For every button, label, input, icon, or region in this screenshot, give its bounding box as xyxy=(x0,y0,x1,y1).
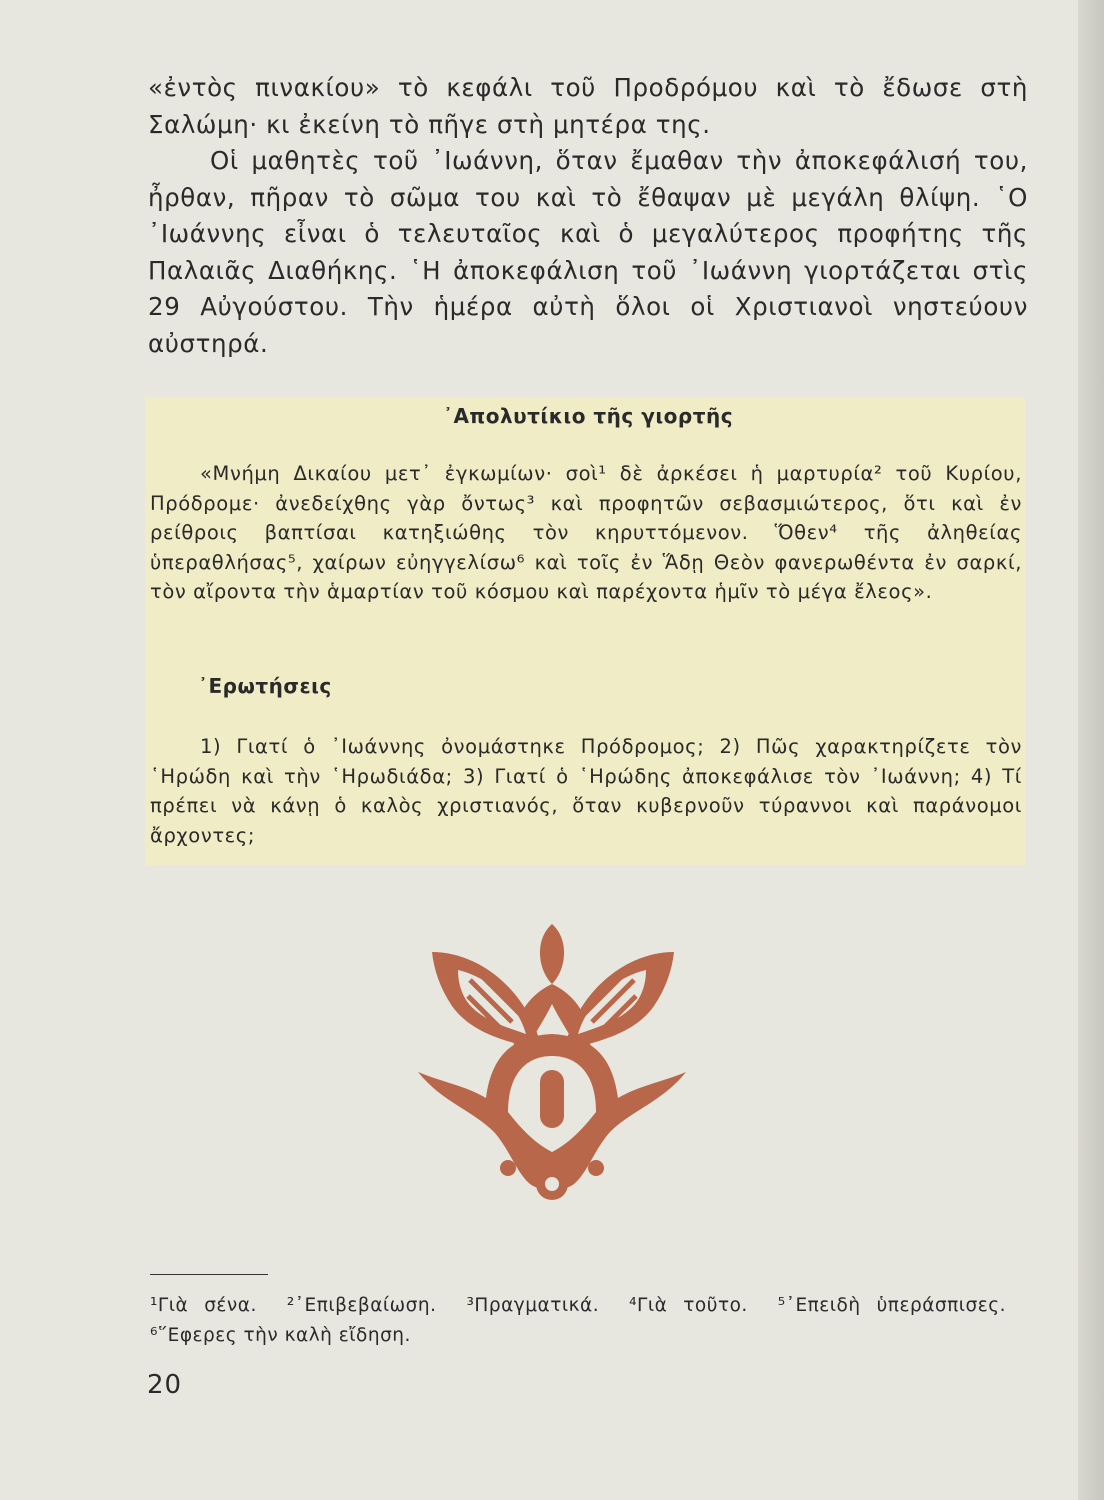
page-edge xyxy=(1078,0,1104,1500)
footnote-5: ⁵᾿Επειδὴ ὑπεράσπισες. xyxy=(777,1295,1006,1316)
footnotes xyxy=(150,1291,1020,1351)
page-number: 20 xyxy=(147,1370,183,1400)
hymn-text: «Μνήμη Δικαίου μετ᾿ ἐγκωμίων· σοὶ¹ δὲ ἀρκέσει ἡ μαρτυρία² τοῦ Κυρίου, Πρόδρομε· ἀνεδείχθης γὰρ ὄντως³ καὶ προφητῶν σεβασμιώτερος, ὅτι καὶ ἐν ρείθροις βαπτίσαι κατηξιώθης τὸν κηρυττόμενον. Ὅθεν⁴ τῆς ἀληθείας ὑπεραθλήσας⁵, χαίρων εὐηγγελίσω⁶ καὶ τοῖς ἐν Ἅδῃ Θεὸν φανερωθέντα ἐν σαρκί, τὸν αἴροντα τὴν ἁμαρτίαν τοῦ κόσμου καὶ παρέχοντα ἡμῖν τὸ μέγα ἔλεος». xyxy=(150,462,1022,603)
paragraph-disciples: Οἱ μαθητὲς τοῦ ᾿Ιωάννη, ὅταν ἔμαθαν τὴν ἀποκεφάλισή του, ἦρθαν, πῆραν τὸ σῶμα του καὶ τὸ ἔθαψαν μὲ μεγάλη θλίψη. ῾Ο ᾿Ιωάννης εἶναι ὁ τελευταῖος καὶ ὁ μεγαλύτερος προφήτης τῆς Παλαιᾶς Διαθήκης. ῾Η ἀποκεφάλιση τοῦ ᾿Ιωάννη γιορτάζεται στὶς 29 Αὐγούστου. Τὴν ἡμέρα αὐτὴ ὅλοι οἱ Χριστιανοὶ νηστεύουν αὐστηρά. xyxy=(148,146,1028,358)
footnote-6: ⁶῞Εφερες τὴν καλὴ εἴδηση. xyxy=(150,1325,411,1346)
footnote-3: ³Πραγματικά. xyxy=(466,1295,600,1316)
tulip-flower-ornament-icon xyxy=(412,922,692,1208)
main-text xyxy=(148,70,1028,362)
footnote-1: ¹Γιὰ σένα. xyxy=(150,1295,257,1316)
questions-heading: ᾿Ερωτήσεις xyxy=(198,674,332,698)
paragraph-continuation: «ἐντὸς πινακίου» τὸ κεφάλι τοῦ Προδρόμου καὶ τὸ ἔδωσε στὴ Σαλώμη· κι ἐκείνη τὸ πῆγε στὴ μητέρα της. xyxy=(148,73,1028,139)
questions-text: 1) Γιατί ὁ ᾿Ιωάννης ὀνομάστηκε Πρόδρομος; 2) Πῶς χαρακτηρίζετε τὸν ῾Ηρώδη καὶ τὴν ῾Ηρωδιάδα; 3) Γιατί ὁ ῾Ηρώδης ἀποκεφάλισε τὸν ᾿Ιωάννη; 4) Τί πρέπει νὰ κάνῃ ὁ καλὸς χριστιανός, ὅταν κυβερνοῦν τύραννοι καὶ παράνομοι ἄρχοντες; xyxy=(150,735,1022,847)
footnote-rule xyxy=(150,1274,268,1275)
footnote-4: ⁴Γιὰ τοῦτο. xyxy=(629,1295,748,1316)
hymn-heading: ᾿Απολυτίκιο τῆς γιορτῆς xyxy=(442,404,734,428)
footnote-2: ²᾿Επιβεβαίωση. xyxy=(286,1295,437,1316)
